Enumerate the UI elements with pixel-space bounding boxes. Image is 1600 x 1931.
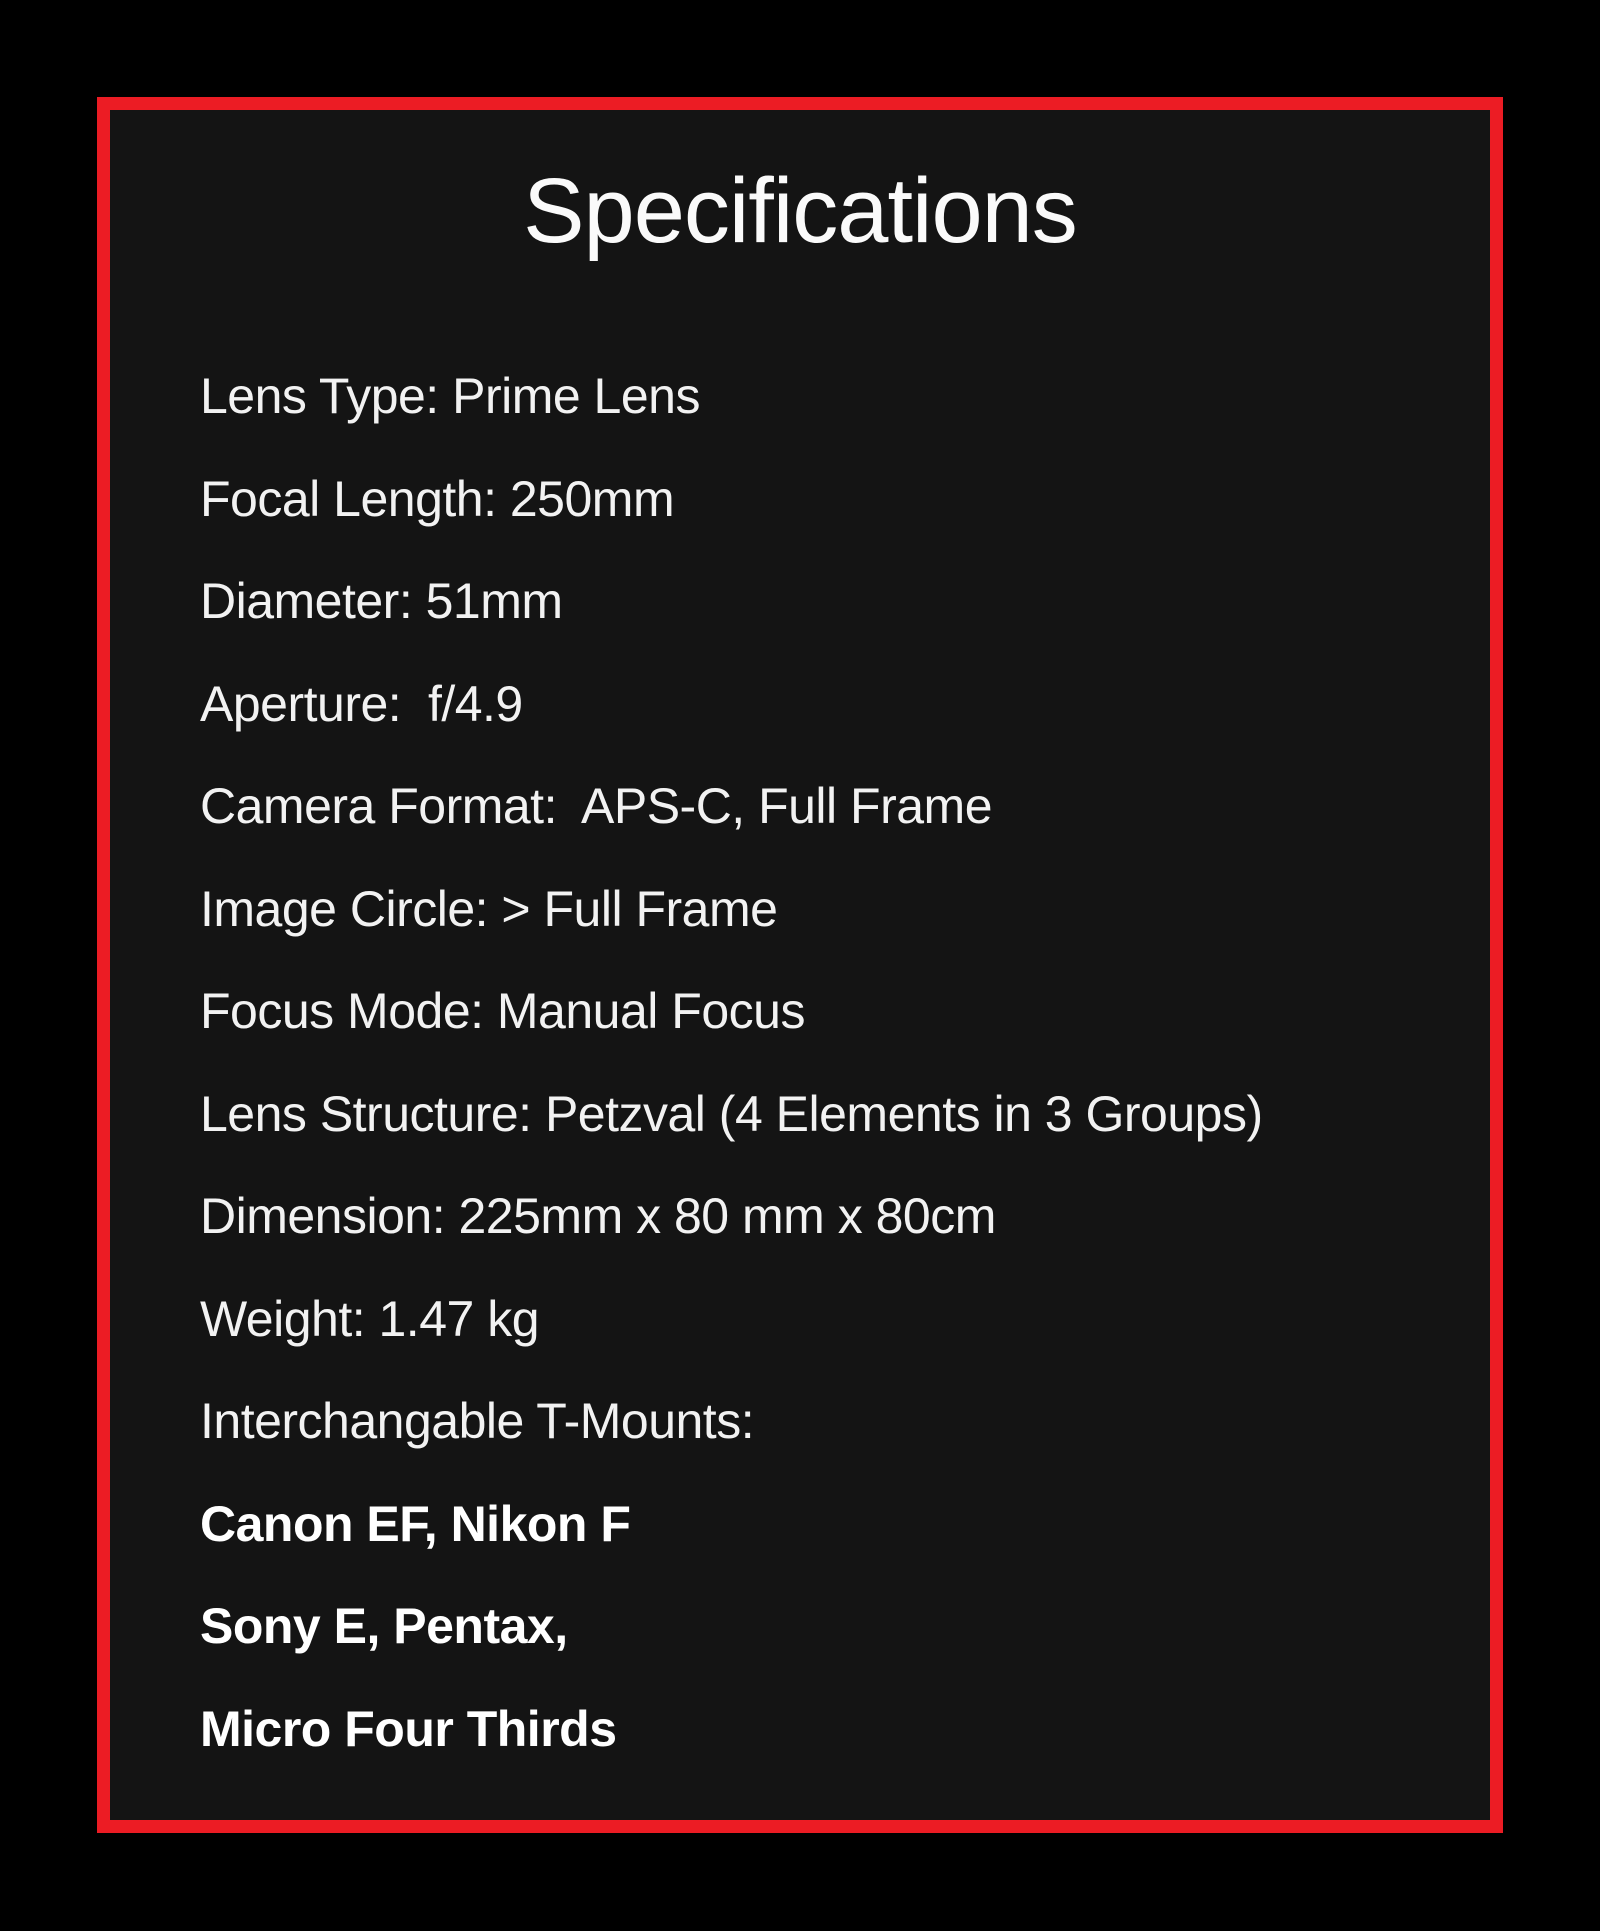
spec-camera-format: Camera Format: APS-C, Full Frame — [200, 778, 992, 835]
spec-lens-type: Lens Type: Prime Lens — [200, 368, 700, 425]
spec-tmounts-micro-four-thirds: Micro Four Thirds — [200, 1700, 617, 1757]
spec-list — [200, 345, 1263, 1780]
page-title: Specifications — [523, 160, 1077, 262]
spec-lens-structure: Lens Structure: Petzval (4 Elements in 3 Groups) — [200, 1085, 1263, 1142]
spec-diameter: Diameter: 51mm — [200, 573, 563, 630]
spec-weight: Weight: 1.47 kg — [200, 1290, 540, 1347]
spec-focus-mode: Focus Mode: Manual Focus — [200, 983, 805, 1040]
spec-aperture: Aperture: f/4.9 — [200, 675, 523, 732]
spec-panel — [97, 97, 1503, 1833]
spec-tmounts-canon-nikon: Canon EF, Nikon F — [200, 1495, 631, 1552]
spec-tmounts-sony-pentax: Sony E, Pentax, — [200, 1598, 568, 1655]
spec-dimension: Dimension: 225mm x 80 mm x 80cm — [200, 1188, 996, 1245]
spec-tmounts-label: Interchangable T-Mounts: — [200, 1393, 755, 1450]
spec-focal-length: Focal Length: 250mm — [200, 470, 675, 527]
spec-image-circle: Image Circle: > Full Frame — [200, 880, 778, 937]
